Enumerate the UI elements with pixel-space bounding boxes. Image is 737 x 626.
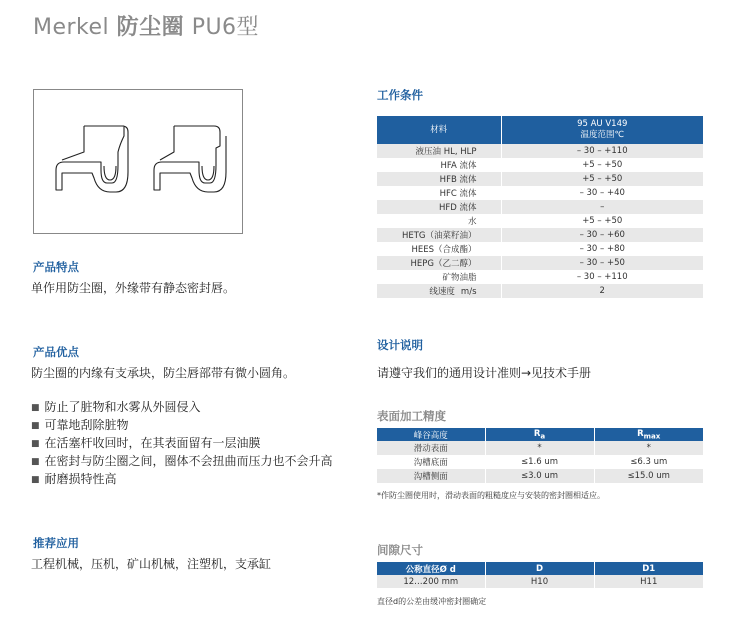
advantages-heading: 产品优点 [33,345,79,359]
table-row [377,441,703,455]
table-row [377,575,703,588]
table-row [377,200,703,214]
gap-table [377,562,703,588]
medium-label: HEES（合成酯） [377,242,501,256]
temp-value: – 30 – +110 [501,144,703,158]
D-value: H10 [485,575,594,588]
temp-value: – 30 – +80 [501,242,703,256]
title-product: 防尘圈 [116,15,185,40]
temp-value: +5 – +50 [501,158,703,172]
table-row [377,270,703,284]
ra-value: * [485,441,594,455]
seal-profile-drawing-icon [34,90,242,233]
medium-label: 液压油 HL, HLP [377,144,501,158]
ra-value: ≤3.0 um [485,469,594,483]
ra-sub: a [540,431,546,441]
rmax-main: R [637,428,644,439]
table-row [377,469,703,483]
features-heading: 产品特点 [33,260,79,274]
table-header-diameter: 公称直径Ø d [377,562,485,575]
advantages-text: 防尘圈的内缘有支承块，防尘唇部带有微小圆角。 [31,366,296,380]
list-item: ■ 防止了脏物和水雾从外圆侵入 [31,399,333,417]
table-header-rmax [594,428,703,441]
temp-value: – [501,200,703,214]
temp-range-label: 温度范围℃ [580,130,625,140]
list-item: ■ 耐磨损特性高 [31,471,333,489]
D1-value: H11 [594,575,703,588]
table-row [377,186,703,200]
gap-heading: 间隙尺寸 [377,543,423,557]
applications-heading: 推荐应用 [33,536,79,550]
table-row [377,214,703,228]
table-header-material: 材料 [377,116,501,144]
rmax-sub: max [643,431,661,441]
table-row [377,256,703,270]
medium-label: 矿物油脂 [377,270,501,284]
temp-value: – 30 – +110 [501,270,703,284]
ra-main: R [533,428,541,439]
speed-label-cell [377,284,501,298]
table-row [377,284,703,298]
surface-label: 滑动表面 [377,441,485,455]
rmax-value: ≤6.3 um [594,455,703,469]
list-item: ■ 可靠地刮除脏物 [31,417,333,435]
page-title [33,10,259,41]
table-row [377,158,703,172]
temp-value: +5 – +50 [501,172,703,186]
temp-value: – 30 – +40 [501,186,703,200]
working-conditions-table [377,116,703,298]
medium-label: HETG（油菜籽油） [377,228,501,242]
diameter-value: 12…200 mm [377,575,485,588]
table-row [377,455,703,469]
list-item: ■ 在密封与防尘圈之间，圈体不会扭曲而压力也不会升高 [31,453,333,471]
medium-label: HFB 流体 [377,172,501,186]
title-brand: Merkel [33,15,110,40]
design-heading: 设计说明 [377,338,423,352]
rmax-value: ≤15.0 um [594,469,703,483]
temp-value: – 30 – +60 [501,228,703,242]
table-header-peak: 峰谷高度 [377,428,485,441]
design-text: 请遵守我们的通用设计准则→见技术手册 [377,366,592,380]
applications-text: 工程机械，压机，矿山机械，注塑机，支承缸 [31,557,272,571]
advantages-list [31,399,333,489]
surface-heading: 表面加工精度 [377,409,446,423]
title-model: PU6型 [191,15,260,40]
table-row [377,242,703,256]
gap-note: 直径d的公差由缓冲密封圈确定 [377,597,487,606]
speed-value: 2 [501,284,703,298]
working-conditions-heading: 工作条件 [377,88,423,102]
table-header-D: D [485,562,594,575]
medium-label: HEPG（乙二醇） [377,256,501,270]
material-name: 95 AU V149 [577,119,628,129]
table-row [377,172,703,186]
speed-label: 线速度 [429,287,455,297]
medium-label: HFC 流体 [377,186,501,200]
seal-profile-figure [33,89,243,234]
medium-label: HFD 流体 [377,200,501,214]
temp-value: +5 – +50 [501,214,703,228]
table-row [377,228,703,242]
ra-value: ≤1.6 um [485,455,594,469]
table-header-temp [501,116,703,144]
table-header-D1: D1 [594,562,703,575]
temp-value: – 30 – +50 [501,256,703,270]
surface-label: 沟槽底面 [377,455,485,469]
list-item: ■ 在活塞杆收回时，在其表面留有一层油膜 [31,435,333,453]
surface-finish-table [377,428,703,483]
table-row [377,144,703,158]
speed-unit: m/s [460,287,477,297]
rmax-value: * [594,441,703,455]
surface-label: 沟槽侧面 [377,469,485,483]
table-header-ra [485,428,594,441]
surface-note: *作防尘圈使用时，滑动表面的粗糙度应与安装的密封圈相适应。 [377,491,605,500]
features-text: 单作用防尘圈，外缘带有静态密封唇。 [31,281,236,295]
medium-label: HFA 流体 [377,158,501,172]
medium-label: 水 [377,214,501,228]
